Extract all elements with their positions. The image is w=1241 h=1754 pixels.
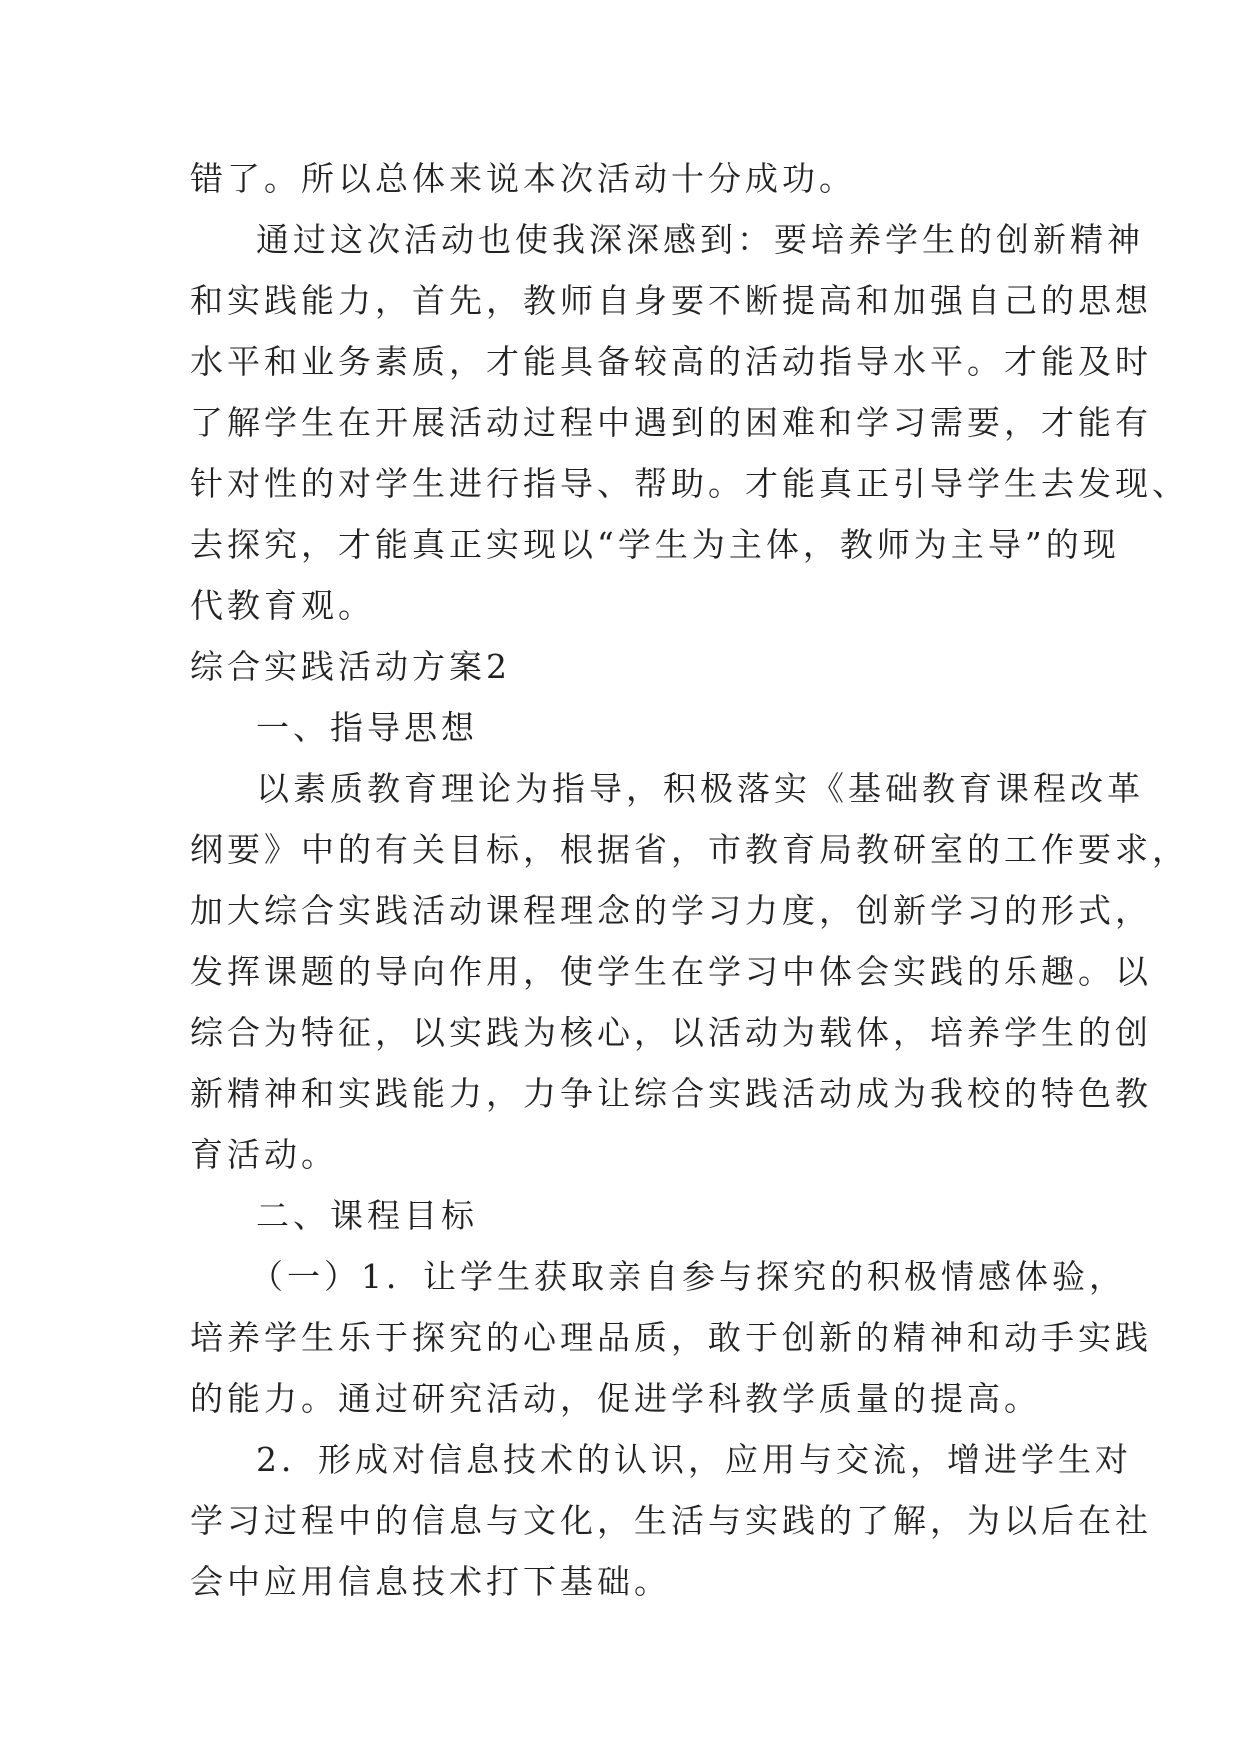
text-line: 新精神和实践能力，力争让综合实践活动成为我校的特色教 xyxy=(190,1074,1152,1113)
text-line: 代教育观。 xyxy=(190,586,375,625)
paragraph-first-line: 通过这次活动也使我深深感到：要培养学生的创新精神 xyxy=(256,220,1144,259)
paragraph-first-line: （一）1．让学生获取亲自参与探究的积极情感体验， xyxy=(250,1257,1126,1296)
text-line: 会中应用信息技术打下基础。 xyxy=(190,1562,671,1601)
paragraph-first-line: 以素质教育理论为指导，积极落实《基础教育课程改革 xyxy=(256,769,1144,808)
text-line: 培养学生乐于探究的心理品质，敢于创新的精神和动手实践 xyxy=(190,1318,1152,1357)
text-line: 针对性的对学生进行指导、帮助。才能真正引导学生去发现、 xyxy=(190,464,1189,503)
text-line: 发挥课题的导向作用，使学生在学习中体会实践的乐趣。以 xyxy=(190,952,1152,991)
section-title: 综合实践活动方案2 xyxy=(190,647,511,686)
text-line: 了解学生在开展活动过程中遇到的困难和学习需要，才能有 xyxy=(190,403,1152,442)
text-line: 学习过程中的信息与文化，生活与实践的了解，为以后在社 xyxy=(190,1501,1152,1540)
text-line: 和实践能力，首先，教师自身要不断提高和加强自己的思想 xyxy=(190,281,1152,320)
text-line: 去探究，才能真正实现以“学生为主体，教师为主导”的现 xyxy=(190,525,1120,564)
text-line: 的能力。通过研究活动，促进学科教学质量的提高。 xyxy=(190,1379,1041,1418)
text-line: 育活动。 xyxy=(190,1135,338,1174)
text-line: 加大综合实践活动课程理念的学习力度，创新学习的形式， xyxy=(190,891,1152,930)
section-heading: 二、课程目标 xyxy=(256,1196,478,1235)
text-line: 综合为特征，以实践为核心，以活动为载体，培养学生的创 xyxy=(190,1013,1152,1052)
text-line: 错了。所以总体来说本次活动十分成功。 xyxy=(190,159,856,198)
document-page xyxy=(190,148,1189,1612)
paragraph-first-line: 2．形成对信息技术的认识，应用与交流，增进学生对 xyxy=(256,1440,1132,1479)
text-line: 纲要》中的有关目标，根据省，市教育局教研室的工作要求， xyxy=(190,830,1189,869)
section-heading: 一、指导思想 xyxy=(256,708,478,747)
text-line: 水平和业务素质，才能具备较高的活动指导水平。才能及时 xyxy=(190,342,1152,381)
